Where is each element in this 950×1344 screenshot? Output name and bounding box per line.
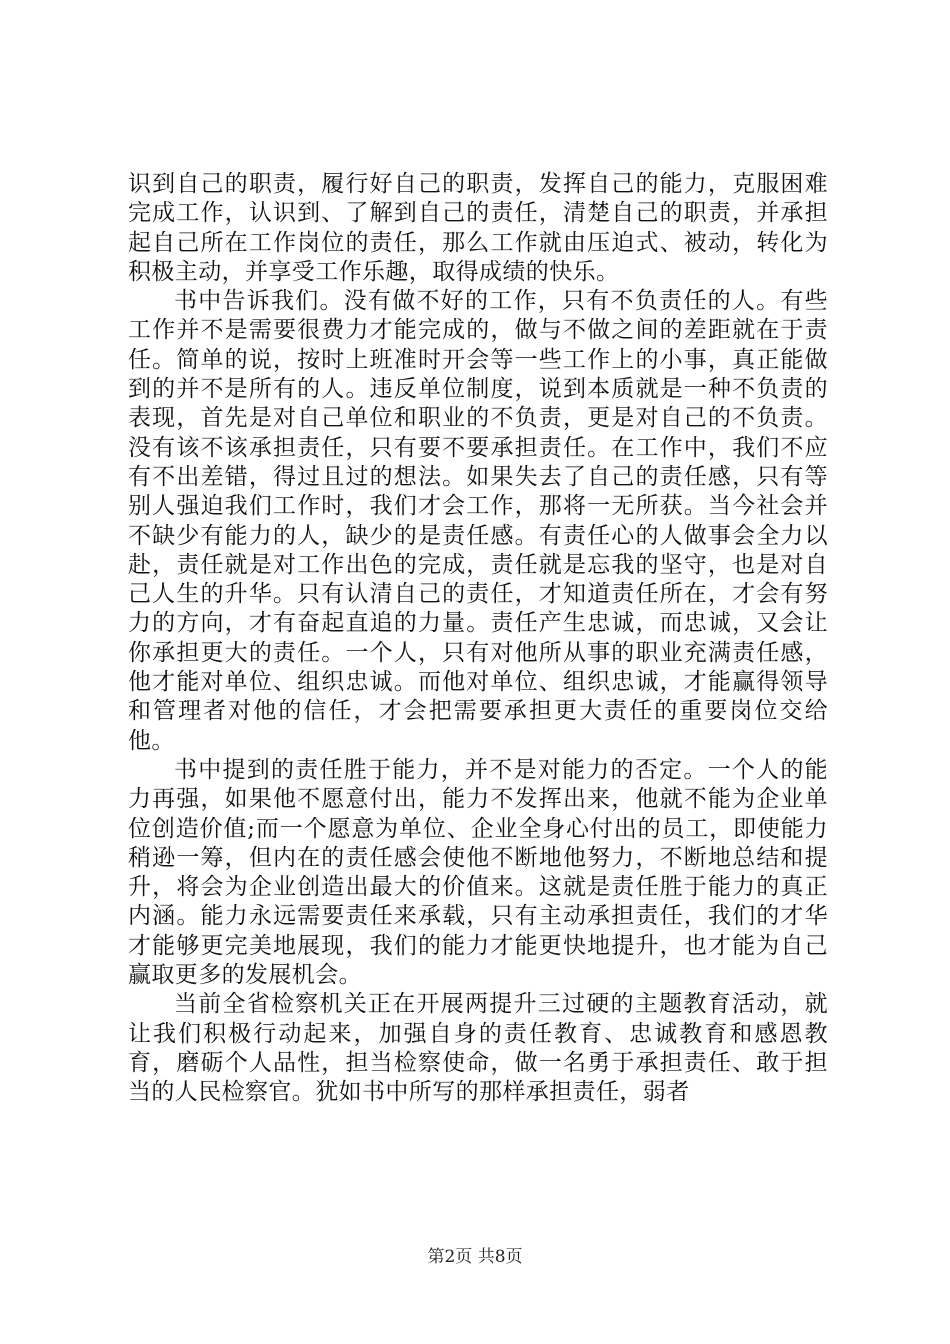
paragraph-4: 当前全省检察机关正在开展两提升三过硬的主题教育活动，就让我们积极行动起来，加强自身的责任教育、忠诚教育和感恩教育，磨砺个人品性，担当检察使命，做一名勇于承担责任、敢于担当的人民检察官。犹如书中所写的那样承担责任，弱者: [128, 991, 828, 1106]
document-body: [128, 170, 828, 1108]
page-footer: 第2页 共8页: [427, 1247, 523, 1267]
paragraph-3: 书中提到的责任胜于能力，并不是对能力的否定。一个人的能力再强，如果他不愿意付出，能力不发挥出来，他就不能为企业单位创造价值;而一个愿意为单位、企业全身心付出的员工，即使能力稍逊一筹，但内在的责任感会使他不断地他努力，不断地总结和提升，将会为企业创造出最大的价值来。这就是责任胜于能力的真正内涵。能力永远需要责任来承载，只有主动承担责任，我们的才华才能够更完美地展现，我们的能力才能更快地提升，也才能为自己赢取更多的发展机会。: [128, 756, 828, 989]
paragraph-1: 识到自己的职责，履行好自己的职责，发挥自己的能力，克服困难完成工作，认识到、了解到自己的责任，清楚自己的职责，并承担起自己所在工作岗位的责任，那么工作就由压迫式、被动，转化为积极主动，并享受工作乐趣，取得成绩的快乐。: [128, 171, 828, 285]
paragraph-2: 书中告诉我们。没有做不好的工作，只有不负责任的人。有些工作并不是需要很费力才能完成的，做与不做之间的差距就在于责任。简单的说，按时上班准时开会等一些工作上的小事，真正能做到的并不是所有的人。违反单位制度，说到本质就是一种不负责的表现，首先是对自己单位和职业的不负责，更是对自己的不负责。没有该不该承担责任，只有要不要承担责任。在工作中，我们不应有不出差错，得过且过的想法。如果失去了自己的责任感，只有等别人强迫我们工作时，我们才会工作，那将一无所获。当今社会并不缺少有能力的人，缺少的是责任感。有责任心的人做事会全力以赴，责任就是对工作出色的完成，责任就是忘我的坚守，也是对自己人生的升华。只有认清自己的责任，才知道责任所在，才会有努力的方向，才有奋起直追的力量。责任产生忠诚，而忠诚，又会让你承担更大的责任。一个人，只有对他所从事的职业充满责任感，他才能对单位、组织忠诚。而他对单位、组织忠诚，才能赢得领导和管理者对他的信任，才会把需要承担更大责任的重要岗位交给他。: [128, 288, 828, 754]
